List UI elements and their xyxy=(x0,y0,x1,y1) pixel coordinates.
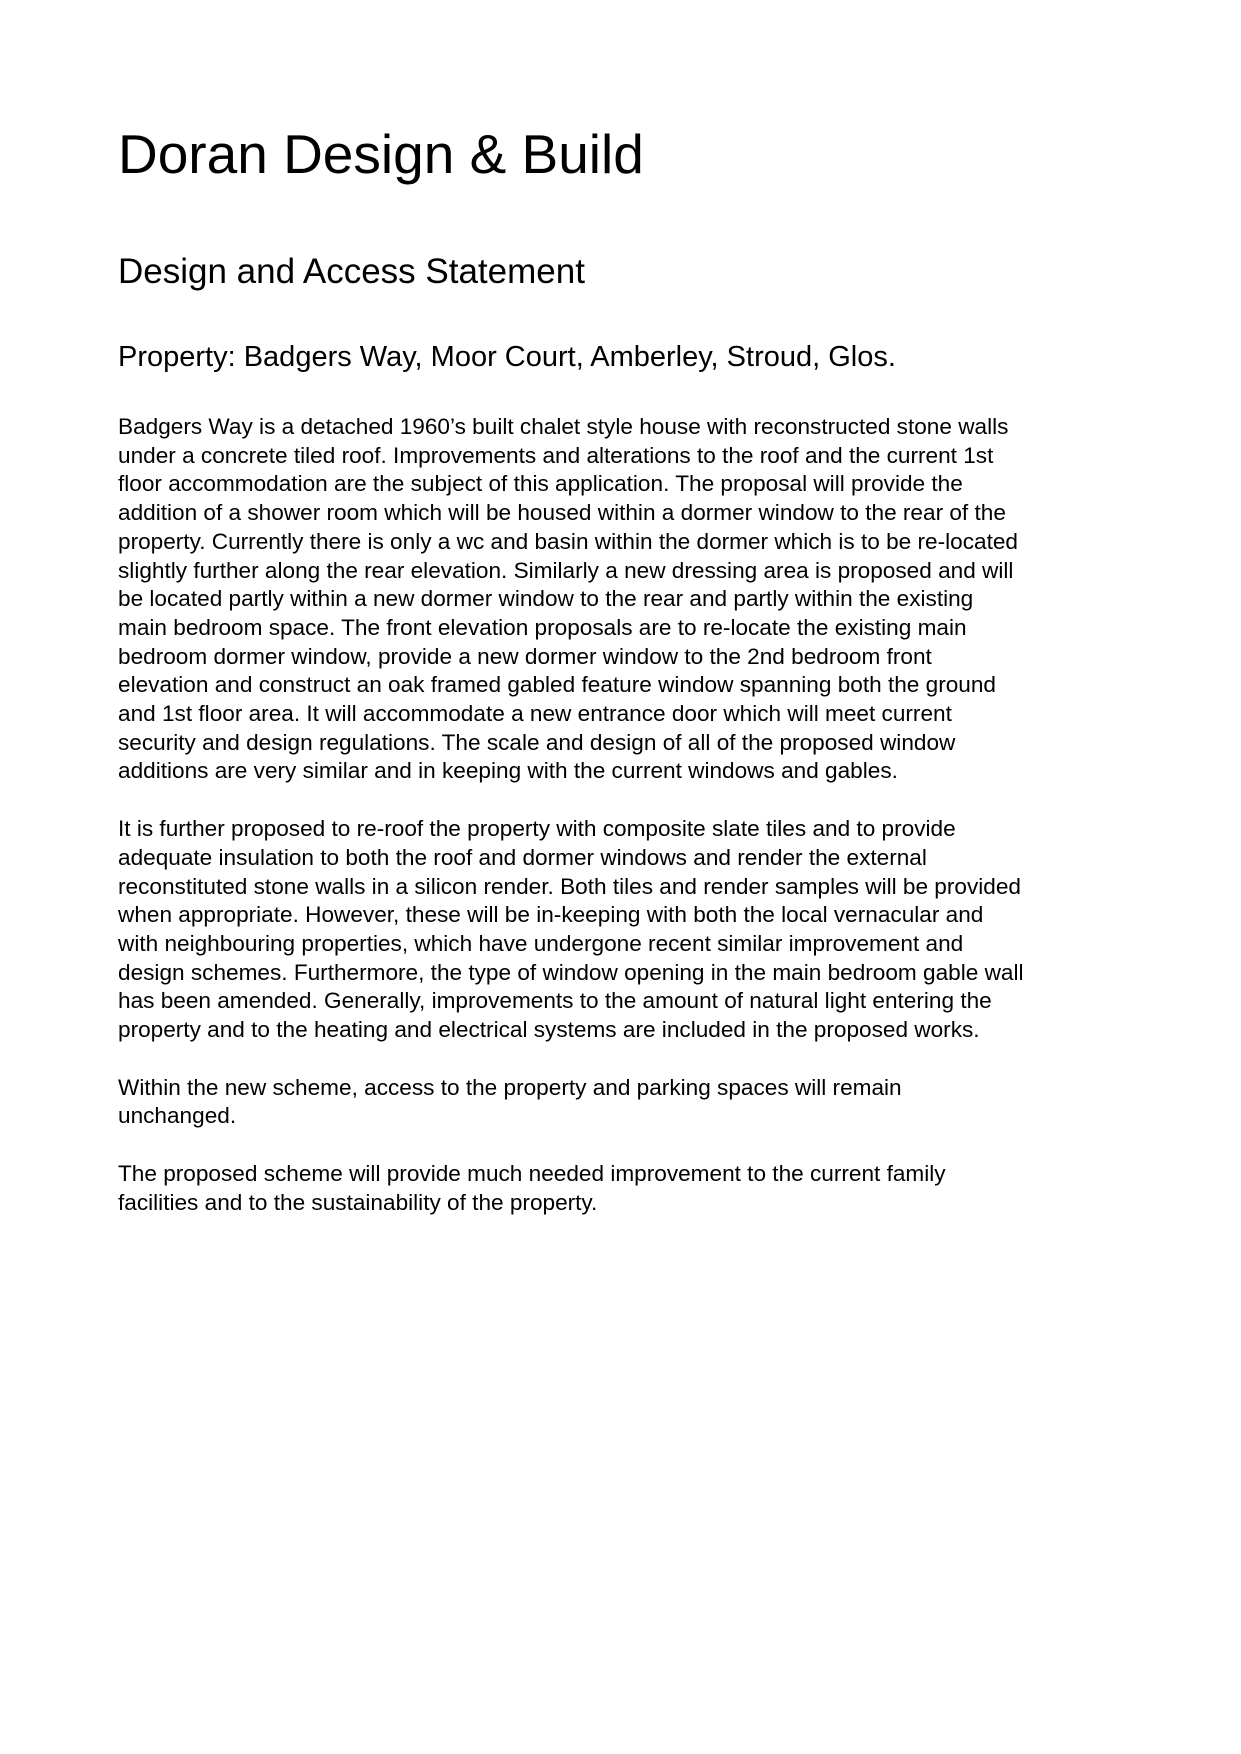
text-line: adequate insulation to both the roof and dormer windows and render the external xyxy=(118,844,927,870)
text-line: when appropriate. However, these will be in-keeping with both the local vernacular and xyxy=(118,902,984,928)
text-line: slightly further along the rear elevation. Similarly a new dressing area is proposed and will xyxy=(118,557,1014,583)
text-line: It is further proposed to re-roof the property with composite slate tiles and to provide xyxy=(118,816,956,842)
text-line: Badgers Way is a detached 1960’s built chalet style house with reconstructed stone walls xyxy=(118,414,1009,439)
property-address: Property: Badgers Way, Moor Court, Amberley, Stroud, Glos. xyxy=(118,341,896,373)
company-name: Doran Design & Build xyxy=(118,123,644,185)
text-line: and 1st floor area. It will accommodate a new entrance door which will meet current xyxy=(118,701,952,727)
text-line: The proposed scheme will provide much needed improvement to the current family xyxy=(118,1161,946,1187)
text-line: additions are very similar and in keeping with the current windows and gables. xyxy=(118,758,898,784)
text-line: reconstituted stone walls in a silicon render. Both tiles and render samples will be provided xyxy=(118,873,1021,899)
text-line: Within the new scheme, access to the property and parking spaces will remain xyxy=(118,1074,902,1100)
text-line: facilities and to the sustainability of the property. xyxy=(118,1189,598,1215)
paragraph-access xyxy=(118,1074,1128,1131)
paragraph-proposal xyxy=(118,413,1128,786)
text-line: unchanged. xyxy=(118,1103,237,1129)
paragraph-reroof xyxy=(118,815,1128,1045)
text-line: main bedroom space. The front elevation proposals are to re-locate the existing main xyxy=(118,614,967,640)
paragraph-conclusion xyxy=(118,1160,1128,1217)
text-line: elevation and construct an oak framed gabled feature window spanning both the ground xyxy=(118,672,996,698)
text-line: bedroom dormer window, provide a new dormer window to the 2nd bedroom front xyxy=(118,643,932,669)
text-line: property. Currently there is only a wc and basin within the dormer which is to be re-located xyxy=(118,528,1018,554)
text-line: security and design regulations. The scale and design of all of the proposed window xyxy=(118,729,956,755)
text-line: with neighbouring properties, which have undergone recent similar improvement and xyxy=(118,930,964,956)
text-line: property and to the heating and electrical systems are included in the proposed works. xyxy=(118,1017,980,1043)
text-line: be located partly within a new dormer window to the rear and partly within the existing xyxy=(118,586,974,612)
text-line: under a concrete tiled roof. Improvements and alterations to the roof and the current 1st xyxy=(118,442,994,468)
text-line: has been amended. Generally, improvements to the amount of natural light entering the xyxy=(118,988,992,1014)
text-line: addition of a shower room which will be housed within a dormer window to the rear of the xyxy=(118,500,1006,526)
text-line: floor accommodation are the subject of this application. The proposal will provide the xyxy=(118,471,963,497)
statement-body xyxy=(118,413,1128,1247)
text-line: design schemes. Furthermore, the type of window opening in the main bedroom gable wall xyxy=(118,959,1024,985)
document-title: Design and Access Statement xyxy=(118,252,585,291)
